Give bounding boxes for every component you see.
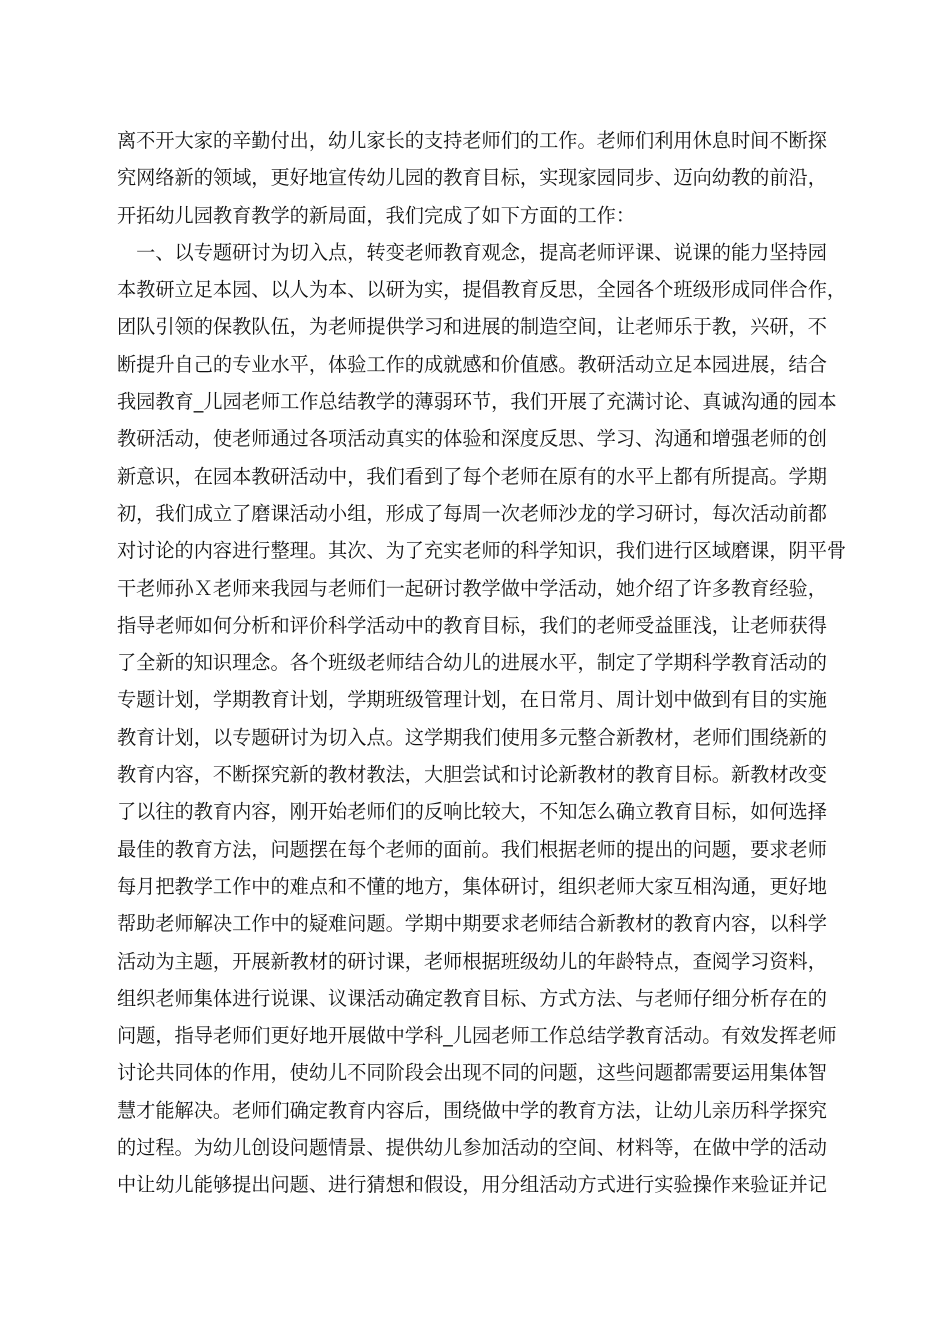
text-line: 一、以专题研讨为切入点，转变老师教育观念，提高老师评课、说课的能力坚持园	[117, 240, 827, 264]
text-line: 帮助老师解决工作中的疑难问题。学期中期要求老师结合新教材的教育内容，以科学	[117, 912, 827, 936]
text-line: 专题计划，学期教育计划，学期班级管理计划，在日常月、周计划中做到有目的实施	[117, 688, 827, 712]
text-line: 了以往的教育内容，刚开始老师们的反响比较大，不知怎么确立教育目标，如何选择	[117, 800, 827, 824]
text-line: 开拓幼儿园教育教学的新局面，我们完成了如下方面的工作：	[117, 203, 636, 227]
text-line: 教育计划，以专题研讨为切入点。这学期我们使用多元整合新教材，老师们围绕新的	[117, 725, 827, 749]
text-line: 干老师孙Ｘ老师来我园与老师们一起研讨教学做中学活动，她介绍了许多教育经验，	[117, 576, 827, 600]
text-line: 对讨论的内容进行整理。其次、为了充实老师的科学知识，我们进行区域磨课，阴平骨	[117, 539, 847, 563]
text-line: 中让幼儿能够提出问题、进行猜想和假设，用分组活动方式进行实验操作来验证并记	[117, 1173, 827, 1197]
text-line: 初，我们成立了磨课活动小组，形成了每周一次老师沙龙的学习研讨，每次活动前都	[117, 501, 827, 525]
text-line: 组织老师集体进行说课、议课活动确定教育目标、方式方法、与老师仔细分析存在的	[117, 986, 827, 1010]
text-line: 我园教育_儿园老师工作总结教学的薄弱环节，我们开展了充满讨论、真诚沟通的园本	[117, 390, 837, 414]
text-line: 究网络新的领域，更好地宣传幼儿园的教育目标，实现家园同步、迈向幼教的前沿，	[117, 166, 827, 190]
text-line: 慧才能解决。老师们确定教育内容后，围绕做中学的教育方法，让幼儿亲历科学探究	[117, 1098, 827, 1122]
text-line: 新意识，在园本教研活动中，我们看到了每个老师在原有的水平上都有所提高。学期	[117, 464, 827, 488]
text-line: 团队引领的保教队伍，为老师提供学习和进展的制造空间，让老师乐于教，兴研，不	[117, 315, 827, 339]
text-line: 指导老师如何分析和评价科学活动中的教育目标，我们的老师受益匪浅，让老师获得	[117, 613, 827, 637]
text-line: 讨论共同体的作用，使幼儿不同阶段会出现不同的问题，这些问题都需要运用集体智	[117, 1061, 827, 1085]
text-line: 离不开大家的辛勤付出，幼儿家长的支持老师们的工作。老师们利用休息时间不断探	[117, 129, 827, 152]
text-line: 教育内容，不断探究新的教材教法，大胆尝试和讨论新教材的教育目标。新教材改变	[117, 763, 827, 787]
text-line: 断提升自己的专业水平，体验工作的成就感和价值感。教研活动立足本园进展，结合	[117, 352, 827, 376]
text-line: 最佳的教育方法，问题摆在每个老师的面前。我们根据老师的提出的问题，要求老师	[117, 837, 827, 861]
text-line: 问题，指导老师们更好地开展做中学科_儿园老师工作总结学教育活动。有效发挥老师	[117, 1024, 837, 1048]
text-line: 活动为主题，开展新教材的研讨课，老师根据班级幼儿的年龄特点，查阅学习资料，	[117, 949, 827, 973]
text-line: 了全新的知识理念。各个班级老师结合幼儿的进展水平，制定了学期科学教育活动的	[117, 651, 827, 675]
text-line: 的过程。为幼儿创设问题情景、提供幼儿参加活动的空间、材料等，在做中学的活动	[117, 1136, 827, 1160]
text-line: 本教研立足本园、以人为本、以研为实，提倡教育反思，全园各个班级形成同伴合作，	[117, 278, 847, 302]
body-text	[117, 122, 847, 1204]
text-line: 每月把教学工作中的难点和不懂的地方，集体研讨，组织老师大家互相沟通，更好地	[117, 874, 827, 898]
text-line: 教研活动，使老师通过各项活动真实的体验和深度反思、学习、沟通和增强老师的创	[117, 427, 827, 451]
